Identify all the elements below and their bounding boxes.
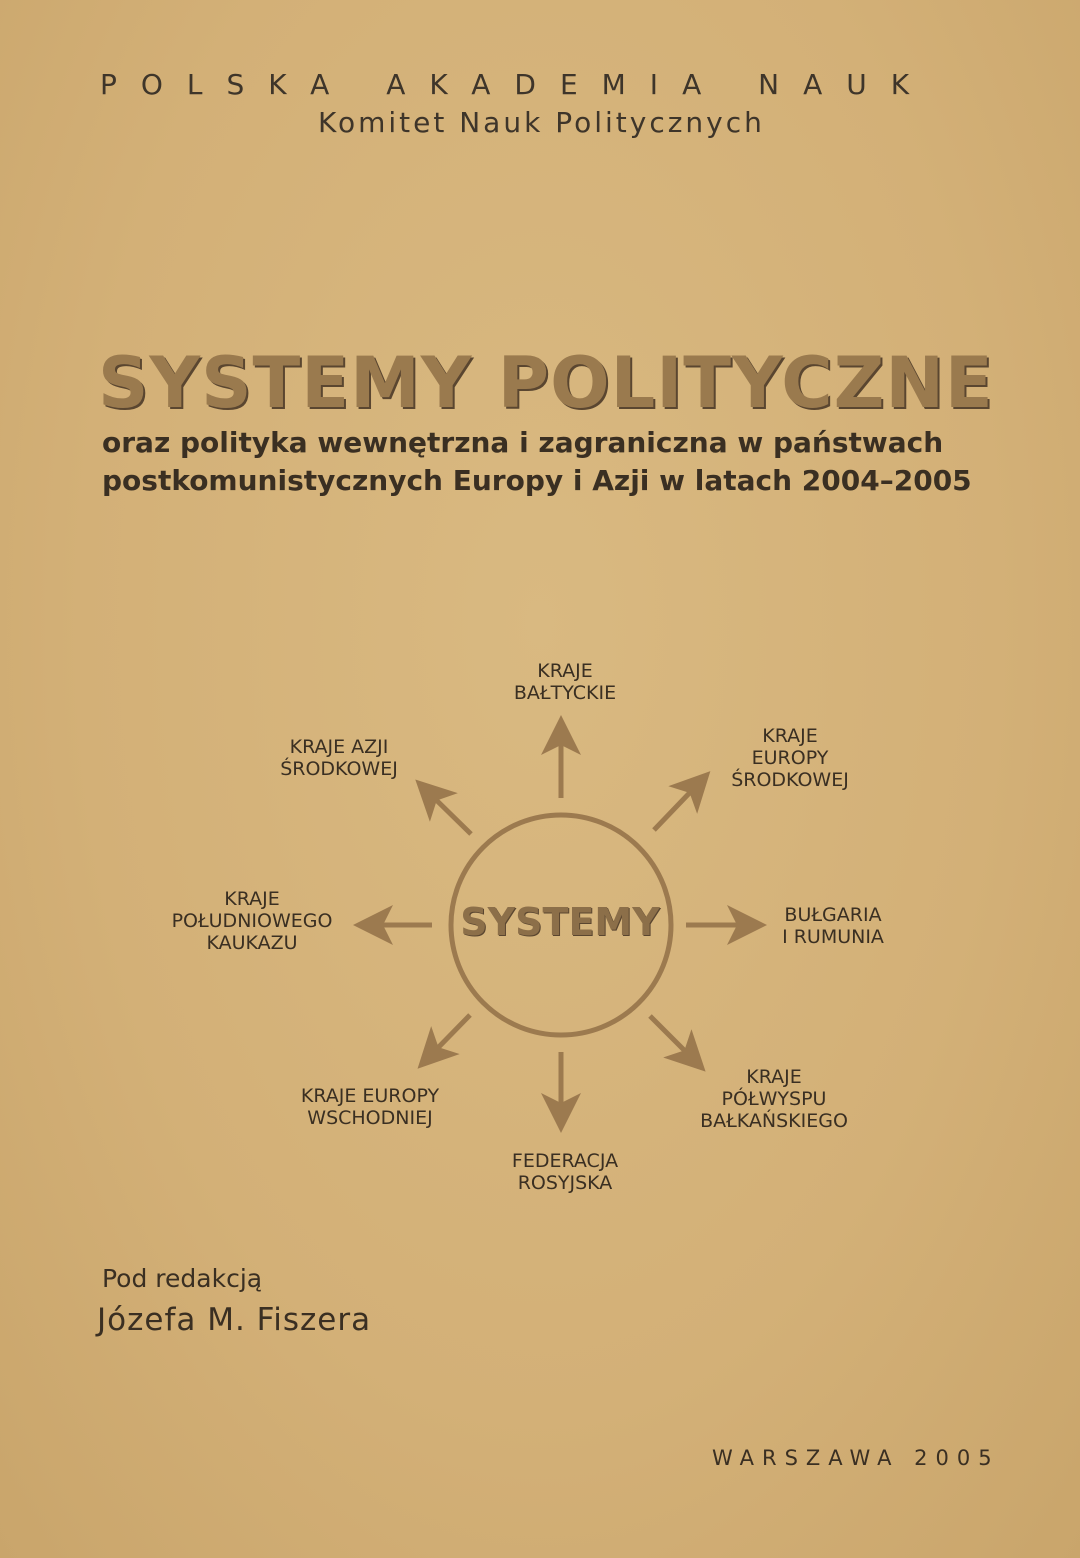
label-bottom: FEDERACJA ROSYJSKA	[511, 1150, 619, 1194]
committee-name: Komitet Nauk Politycznych	[318, 106, 765, 139]
arrow-top-right	[654, 782, 700, 830]
editor-label: Pod redakcją	[102, 1264, 263, 1293]
place-and-year: WARSZAWA 2005	[712, 1446, 1000, 1470]
label-top-left: KRAJE AZJI ŚRODKOWEJ	[280, 736, 398, 780]
editor-name: Józefa M. Fiszera	[97, 1302, 372, 1338]
diagram-center-label: SYSTEMY	[460, 900, 660, 944]
subtitle-line-2: postkomunistycznych Europy i Azji w latach 2004–2005	[102, 464, 972, 497]
book-title: SYSTEMY POLITYCZNE	[98, 342, 994, 424]
label-top: KRAJE BAŁTYCKIE	[513, 660, 617, 704]
arrow-top-left	[426, 790, 471, 834]
publisher-name: POLSKA AKADEMIA NAUK	[100, 68, 934, 101]
label-left: KRAJE POŁUDNIOWEGO KAUKAZU	[171, 888, 333, 954]
label-right: BUŁGARIA I RUMUNIA	[782, 904, 884, 948]
subtitle-line-1: oraz polityka wewnętrzna i zagraniczna w państwach	[102, 426, 944, 459]
label-bottom-left: KRAJE EUROPY WSCHODNIEJ	[300, 1085, 440, 1129]
arrow-bottom-right	[650, 1016, 695, 1061]
arrow-bottom-left	[428, 1015, 470, 1058]
label-bottom-right: KRAJE PÓŁWYSPU BAŁKAŃSKIEGO	[700, 1066, 848, 1132]
label-top-right: KRAJE EUROPY ŚRODKOWEJ	[731, 725, 849, 791]
